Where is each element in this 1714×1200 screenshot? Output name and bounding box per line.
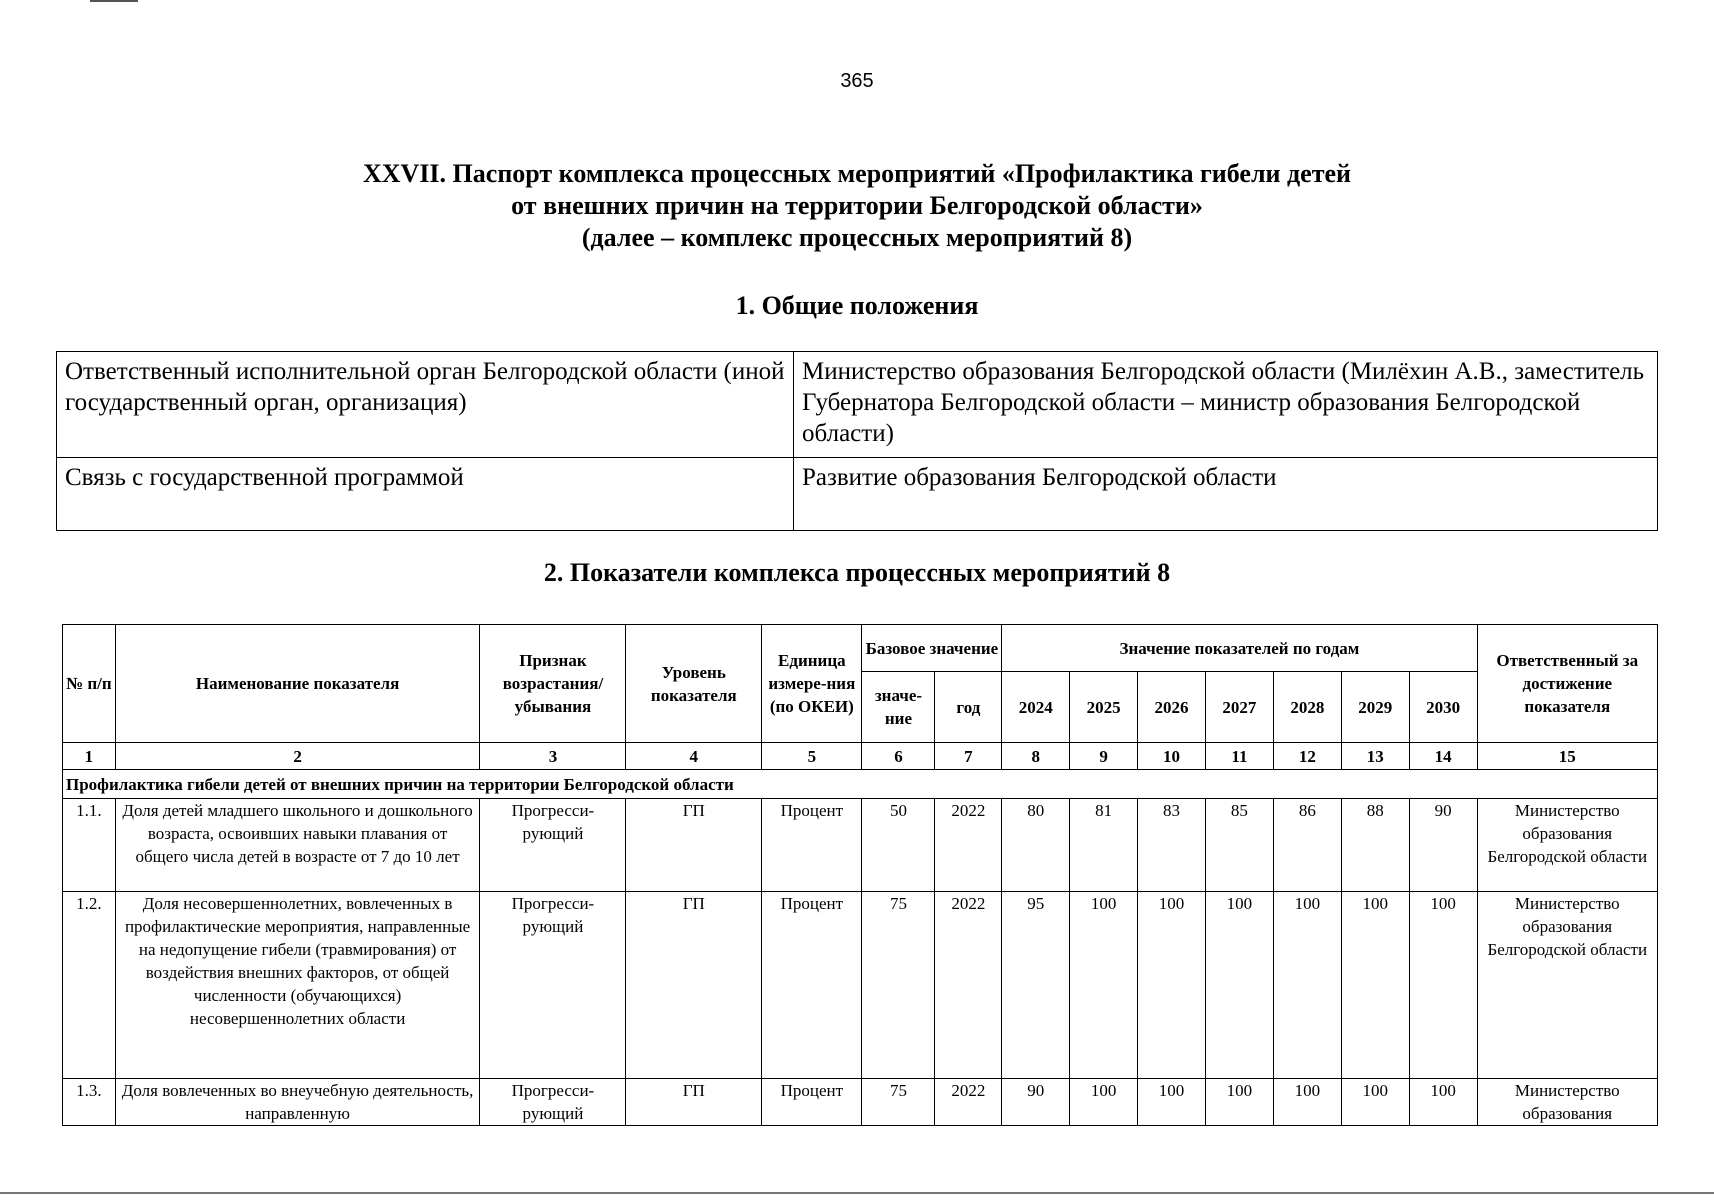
column-number: 10 (1138, 743, 1206, 770)
year-value: 90 (1409, 799, 1477, 892)
table-row (57, 458, 1658, 531)
year-value: 100 (1273, 892, 1341, 1079)
indicator-level: ГП (626, 799, 762, 892)
header-base-value: значе-ние (862, 672, 935, 743)
year-value: 100 (1409, 1079, 1477, 1126)
indicator-unit: Процент (762, 892, 862, 1079)
indicator-unit: Процент (762, 1079, 862, 1126)
indicator-trend: Прогресси-рующий (480, 892, 626, 1079)
year-value: 83 (1138, 799, 1206, 892)
column-number: 6 (862, 743, 935, 770)
title-line-1: XXVII. Паспорт комплекса процессных мероприятий «Профилактика гибели детей (362, 159, 1351, 188)
base-value: 50 (862, 799, 935, 892)
column-number: 12 (1273, 743, 1341, 770)
column-number: 15 (1477, 743, 1657, 770)
table-row (57, 352, 1658, 458)
year-value: 86 (1273, 799, 1341, 892)
indicator-name: Доля вовлеченных во внеучебную деятельность, направленную (115, 1079, 480, 1126)
header-trend: Признак возрастания/ убывания (480, 625, 626, 743)
column-number: 9 (1070, 743, 1138, 770)
column-number: 7 (935, 743, 1002, 770)
year-value: 100 (1205, 1079, 1273, 1126)
page-bottom-rule (0, 1192, 1714, 1194)
indicator-trend: Прогресси-рующий (480, 799, 626, 892)
responsible: Министерство образования Белгородской области (1477, 799, 1657, 892)
indicator-trend: Прогресси-рующий (480, 1079, 626, 1126)
year-value: 81 (1070, 799, 1138, 892)
group-title: Профилактика гибели детей от внешних причин на территории Белгородской области (63, 770, 1658, 799)
year-value: 100 (1341, 1079, 1409, 1126)
document-title (0, 158, 1714, 254)
responsible-body-label: Ответственный исполнительной орган Белгородской области (иной государственный орган, организация) (57, 352, 794, 458)
column-number: 3 (480, 743, 626, 770)
header-year: 2024 (1002, 672, 1070, 743)
year-value: 100 (1205, 892, 1273, 1079)
base-year: 2022 (935, 892, 1002, 1079)
year-value: 85 (1205, 799, 1273, 892)
scan-corner-mark (90, 0, 138, 2)
indicator-name: Доля несовершеннолетних, вовлеченных в профилактические мероприятия, направленные на недопущение гибели (травмирования) от воздействия внешних факторов, от общей численности (обучающихся) несовершеннолетних области (115, 892, 480, 1079)
section-1-heading: 1. Общие положения (735, 291, 979, 320)
base-value: 75 (862, 892, 935, 1079)
title-line-2: от внешних причин на территории Белгородской области» (511, 191, 1203, 220)
header-base: Базовое значение (862, 625, 1002, 672)
year-value: 100 (1273, 1079, 1341, 1126)
page-number: 365 (840, 70, 874, 92)
section-2-heading: 2. Показатели комплекса процессных мероприятий 8 (543, 558, 1171, 587)
row-num: 1.2. (63, 892, 116, 1079)
year-value: 95 (1002, 892, 1070, 1079)
column-number: 8 (1002, 743, 1070, 770)
title-line-3: (далее – комплекс процессных мероприятий 8) (581, 223, 1133, 252)
header-year: 2027 (1205, 672, 1273, 743)
general-provisions-table (56, 351, 1658, 531)
year-value: 88 (1341, 799, 1409, 892)
row-num: 1.3. (63, 1079, 116, 1126)
year-value: 100 (1138, 1079, 1206, 1126)
responsible: Министерство образования Белгородской области (1477, 892, 1657, 1079)
responsible: Министерство образования (1477, 1079, 1657, 1126)
year-value: 100 (1138, 892, 1206, 1079)
row-num: 1.1. (63, 799, 116, 892)
base-year: 2022 (935, 799, 1002, 892)
header-num: № п/п (63, 625, 116, 743)
table-row (63, 1079, 1658, 1126)
indicator-name: Доля детей младшего школьного и дошкольного возраста, освоивших навыки плавания от общего числа детей в возрасте от 7 до 10 лет (115, 799, 480, 892)
header-unit: Единица измере-ния (по ОКЕИ) (762, 625, 862, 743)
year-value: 90 (1002, 1079, 1070, 1126)
column-number: 4 (626, 743, 762, 770)
indicator-unit: Процент (762, 799, 862, 892)
year-value: 100 (1070, 1079, 1138, 1126)
base-year: 2022 (935, 1079, 1002, 1126)
year-value: 100 (1409, 892, 1477, 1079)
header-year: 2026 (1138, 672, 1206, 743)
header-row (63, 625, 1658, 672)
table-row (63, 799, 1658, 892)
column-number: 11 (1205, 743, 1273, 770)
header-year: 2029 (1341, 672, 1409, 743)
header-responsible: Ответственный за достижение показателя (1477, 625, 1657, 743)
indicator-level: ГП (626, 892, 762, 1079)
year-value: 100 (1341, 892, 1409, 1079)
header-base-year: год (935, 672, 1002, 743)
column-number: 5 (762, 743, 862, 770)
header-year: 2030 (1409, 672, 1477, 743)
header-name: Наименование показателя (115, 625, 480, 743)
base-value: 75 (862, 1079, 935, 1126)
year-value: 100 (1070, 892, 1138, 1079)
header-years-group: Значение показателей по годам (1002, 625, 1477, 672)
header-year: 2025 (1070, 672, 1138, 743)
header-year: 2028 (1273, 672, 1341, 743)
program-link-label: Связь с государственной программой (57, 458, 794, 531)
column-number: 14 (1409, 743, 1477, 770)
indicators-table (62, 624, 1658, 1126)
table-row (63, 892, 1658, 1079)
header-level: Уровень показателя (626, 625, 762, 743)
column-number: 13 (1341, 743, 1409, 770)
program-link-value: Развитие образования Белгородской области (794, 458, 1658, 531)
column-number: 1 (63, 743, 116, 770)
column-number-row (63, 743, 1658, 770)
responsible-body-value: Министерство образования Белгородской области (Милёхин А.В., заместитель Губернатора Белгородской области – министр образования Белгородской области) (794, 352, 1658, 458)
column-number: 2 (115, 743, 480, 770)
group-title-row (63, 770, 1658, 799)
indicator-level: ГП (626, 1079, 762, 1126)
year-value: 80 (1002, 799, 1070, 892)
